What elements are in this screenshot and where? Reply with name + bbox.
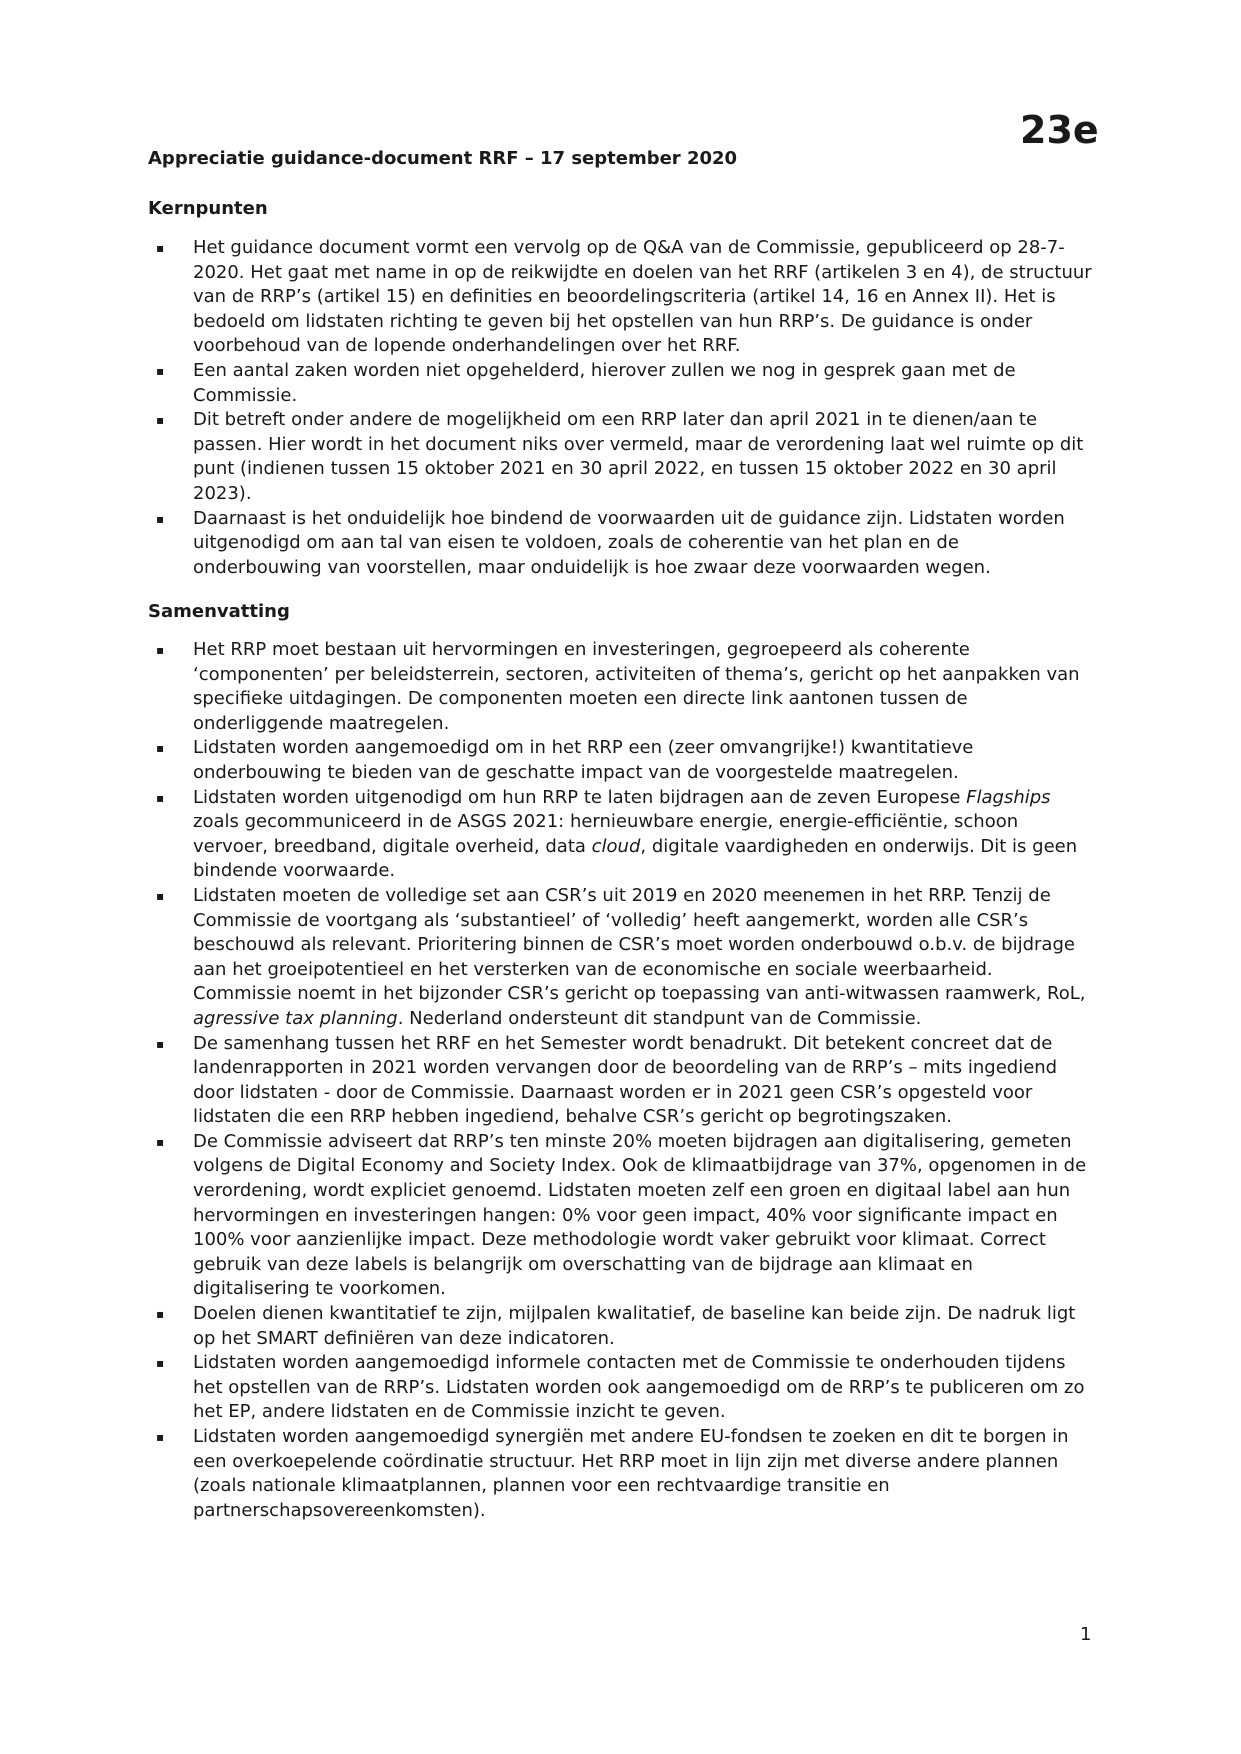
kernpunten-item (148, 507, 1093, 581)
bullet-text: . Nederland ondersteunt dit standpunt van de Commissie. (397, 1007, 922, 1029)
bullet-text: Lidstaten worden aangemoedigd synergiën met andere EU-fondsen te zoeken en dit te borgen in een overkoepelende coördinatie structuur. Het RRP moet in lijn zijn met diverse andere plannen (zoals nationale klimaatplannen, plannen voor een rechtvaardige transitie en partnerschapsovereenkomsten). (193, 1426, 1069, 1521)
bullet-text: zoals gecommuniceerd in de ASGS 2021: hernieuwbare energie, energie-efficiëntie, schoon vervoer, breedband, digitale overheid, data (193, 811, 1019, 857)
bullet-text: Het guidance document vormt een vervolg op de Q&A van de Commissie, gepubliceerd op 28-7-2020. Het gaat met name in op de reikwijdte en doelen van het RRF (artikelen 3 en 4), de structuur van de RRP’s (artikel 15) en definities en beoordelingscriteria (artikel 14, 16 en Annex II). Het is bedoeld om lidstaten richting te geven bij het opstellen van hun RRP’s. De guidance is onder voorbehoud van de lopende onderhandelingen over het RRF. (193, 237, 1092, 357)
bullet-text: Lidstaten moeten de volledige set aan CSR’s uit 2019 en 2020 meenemen in het RRP. Tenzij de Commissie de voortgang als ‘substantieel’ of ‘volledig’ heeft aangemerkt, worden alle CSR’s beschouwd als relevant. Prioritering binnen de CSR’s moet worden onderbouwd o.b.v. de bijdrage aan het groeipotentieel en het versterken van de economische en sociale weerbaarheid. Commissie noemt in het bijzonder CSR’s gericht op toepassing van anti-witwassen raamwerk, RoL, (193, 884, 1086, 1005)
bullet-text: Daarnaast is het onduidelijk hoe bindend de voorwaarden uit de guidance zijn. Lidstaten worden uitgenodigd om aan tal van eisen te voldoen, zoals de coherentie van het plan en de onderbouwing van voorstellen, maar onduidelijk is hoe zwaar deze voorwaarden wegen. (193, 507, 1065, 578)
bullet-text: De samenhang tussen het RRF en het Semester wordt benadrukt. Dit betekent concreet dat de landenrapporten in 2021 worden vervangen door de beoordeling van de RRP’s – mits ingediend door lidstaten - door de Commissie. Daarnaast worden er in 2021 geen CSR’s opgesteld voor lidstaten die een RRP hebben ingediend, behalve CSR’s gericht op begrotingszaken. (193, 1032, 1058, 1128)
kernpunten-list (148, 236, 1093, 580)
italic-term: Flagships (966, 786, 1051, 808)
bullet-text: Lidstaten worden aangemoedigd om in het RRP een (zeer omvangrijke!) kwantitatieve onderbouwing te bieden van de geschatte impact van de voorgestelde maatregelen. (193, 737, 974, 783)
bullet-text: Het RRP moet bestaan uit hervormingen en investeringen, gegroepeerd als coherente ‘componenten’ per beleidsterrein, sectoren, activiteiten of thema’s, gericht op het aanpakken van specifieke uitdagingen. De componenten moeten een directe link aantonen tussen de onderliggende maatregelen. (193, 639, 1080, 734)
kernpunten-item (148, 236, 1093, 359)
kernpunten-item (148, 408, 1093, 506)
document-number: 23e (1020, 108, 1099, 152)
samenvatting-item (148, 1130, 1093, 1302)
bullet-text: , digitale vaardigheden en onderwijs. Dit is geen bindende voorwaarde. (193, 835, 1078, 882)
samenvatting-item (148, 884, 1093, 1032)
bullet-text: Lidstaten worden uitgenodigd om hun RRP te laten bijdragen aan de zeven Europese (193, 786, 967, 808)
kernpunten-heading: Kernpunten (148, 198, 268, 219)
italic-term: agressive tax planning (193, 1007, 398, 1029)
samenvatting-item (148, 1302, 1093, 1351)
bullet-text: Doelen dienen kwantitatief te zijn, mijlpalen kwalitatief, de baseline kan beide zijn. De nadruk ligt op het SMART definiëren van deze indicatoren. (193, 1303, 1076, 1349)
samenvatting-item (148, 1425, 1093, 1523)
samenvatting-item (148, 1032, 1093, 1130)
page-number: 1 (1080, 1624, 1092, 1645)
page-title: Appreciatie guidance-document RRF – 17 september 2020 (148, 148, 738, 169)
italic-term: cloud (591, 835, 641, 857)
bullet-text: Lidstaten worden aangemoedigd informele contacten met de Commissie te onderhouden tijdens het opstellen van de RRP’s. Lidstaten worden ook aangemoedigd om de RRP’s te publiceren om zo het EP, andere lidstaten en de Commissie inzicht te geven. (193, 1352, 1085, 1423)
bullet-text: De Commissie adviseert dat RRP’s ten minste 20% moeten bijdragen aan digitalisering, gemeten volgens de Digital Economy and Society Index. Ook de klimaatbijdrage van 37%, opgenomen in de verordening, wordt expliciet genoemd. Lidstaten moeten zelf een groen en digitaal label aan hun hervormingen en investeringen hangen: 0% voor geen impact, 40% voor significante impact en 100% voor aanzienlijke impact. Deze methodologie wordt vaker gebruikt voor klimaat. Correct gebruik van deze labels is belangrijk om overschatting van de bijdrage aan klimaat en digitalisering te voorkomen. (193, 1130, 1087, 1300)
samenvatting-item (148, 638, 1093, 736)
bullet-text: Een aantal zaken worden niet opgehelderd, hierover zullen we nog in gesprek gaan met de Commissie. (193, 359, 1016, 406)
samenvatting-heading: Samenvatting (148, 601, 290, 622)
bullet-text: Dit betreft onder andere de mogelijkheid om een RRP later dan april 2021 in te dienen/aan te passen. Hier wordt in het document niks over vermeld, maar de verordening laat wel ruimte op dit punt (indienen tussen 15 oktober 2021 en 30 april 2022, en tussen 15 oktober 2022 en 30 april 2023). (193, 409, 1084, 504)
kernpunten-item (148, 359, 1093, 408)
samenvatting-item (148, 1351, 1093, 1425)
samenvatting-item (148, 786, 1093, 884)
samenvatting-item (148, 736, 1093, 785)
samenvatting-list (148, 638, 1093, 1523)
